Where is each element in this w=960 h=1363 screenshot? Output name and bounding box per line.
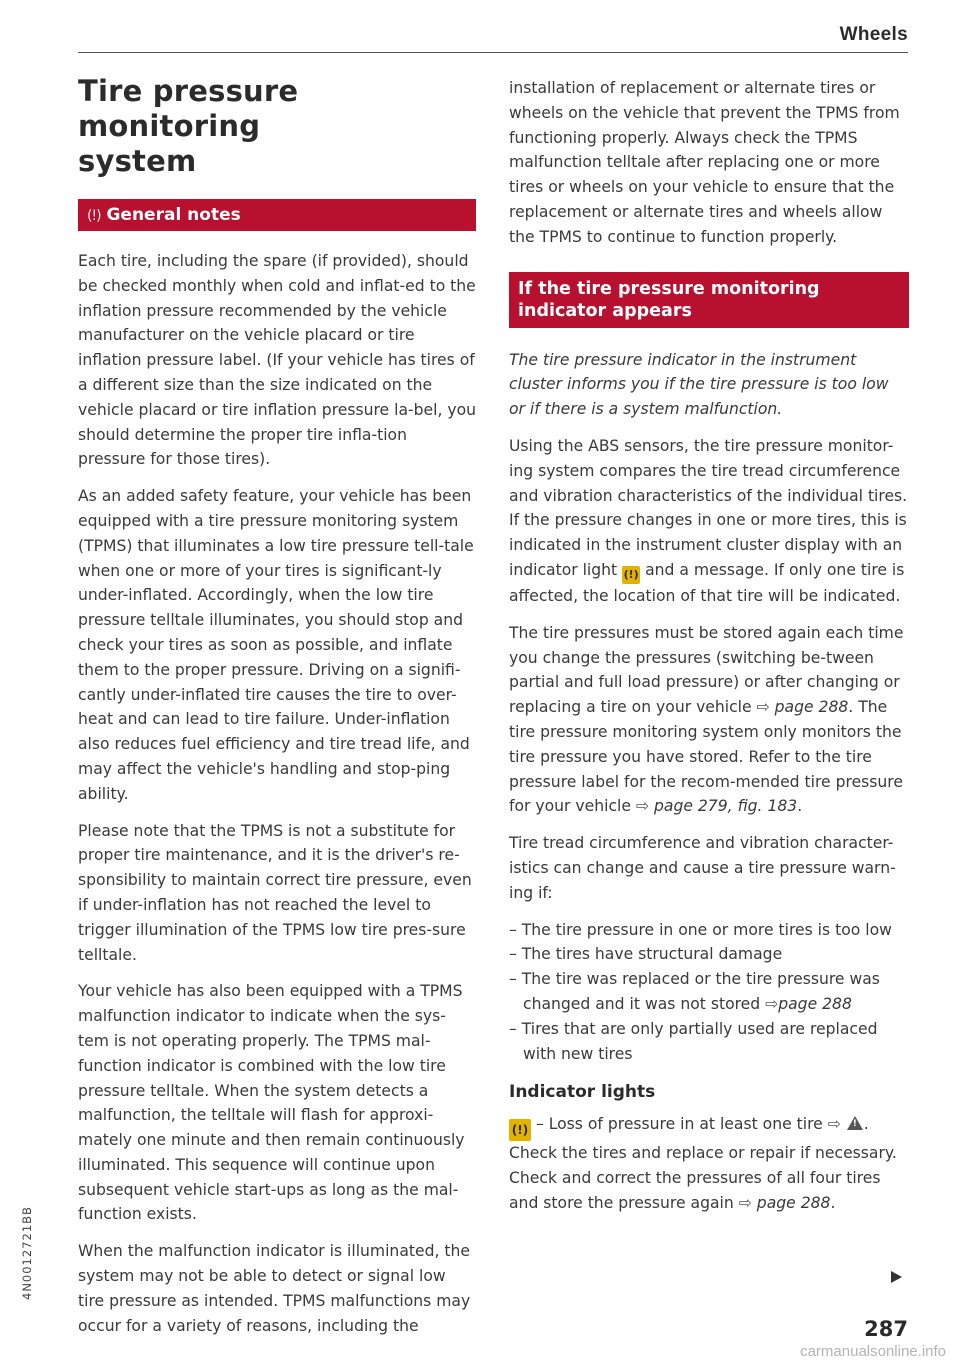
arrow-icon: ⇨ — [827, 1115, 841, 1134]
warning-triangle-icon — [847, 1116, 863, 1130]
text-span: Using the ABS sensors, the tire pressure monitor-ing system compares the tire tread circumference and vibration characteristics of the individual tires. If the pressure changes in one or more tires, this is indicated in the instrument cluster display with an indicator light — [509, 436, 908, 579]
page-reference-link[interactable]: page 288 — [774, 698, 849, 717]
paragraph: Please note that the TPMS is not a substitute for proper tire maintenance, and it is the driver's re-sponsibility to maintain correct tire pressure, even if under-inflation has not reached the level to trigger illumination of the TPMS low tire pres-sure telltale. — [78, 821, 472, 964]
text-span: – The tire was replaced or the tire pressure was changed and it was not stored — [509, 970, 880, 1013]
section-title-line2: system — [78, 144, 197, 178]
paragraph — [509, 621, 909, 819]
tpms-warning-icon: (!) — [87, 208, 101, 224]
intro-paragraph: The tire pressure indicator in the instrument cluster informs you if the tire pressure is too low or if there is a system malfunction. — [509, 350, 889, 419]
tpms-indicator-icon: (!) — [509, 1119, 531, 1141]
text-span: . The tire pressure monitoring system only monitors the tire pressure you have stored. Refer to the tire pressure label for the recom-mended tire pressure for your vehicle — [509, 698, 903, 816]
bullet-list — [509, 918, 909, 1067]
list-item: – Tires that are only partially used are replaced with new tires — [509, 1019, 878, 1063]
page-reference-link[interactable]: page 279, fig. 183 — [653, 797, 798, 816]
arrow-icon: ⇨ — [756, 698, 770, 717]
text-span: The tire pressures must be stored again each time you change the pressures (switching be-tween partial and full load pressure) or after changing or replacing a tire on your vehicle — [509, 623, 904, 717]
page-number: 287 — [864, 1317, 908, 1341]
paragraph: Each tire, including the spare (if provided), should be checked monthly when cold and inflat-ed to the inflation pressure recommended by the vehicle manufacturer on the vehicle placard or tire inflation pressure label. (If your vehicle has tires of a different size than the size indicated on the vehicle placard or tire inflation pressure la-bel, you should determine the proper tire infla-tion pressure for those tires). — [78, 252, 477, 469]
indicator-appears-bar: If the tire pressure monitoring indicator appears — [509, 272, 909, 328]
arrow-icon: ⇨ — [765, 994, 779, 1013]
text-span: . — [830, 1193, 836, 1212]
list-item: – The tire pressure in one or more tires is too low — [509, 920, 892, 939]
arrow-icon: ⇨ — [738, 1193, 752, 1212]
continue-arrow-icon — [891, 1271, 902, 1283]
header-divider — [78, 52, 908, 53]
list-item — [509, 967, 909, 1017]
text-span: . Check the tires and replace or repair if necessary. Check and correct the pressures of all four tires and store the pressure again — [509, 1115, 897, 1212]
watermark: carmanualsonline.info — [800, 1343, 946, 1360]
tpms-indicator-icon: (!) — [622, 566, 640, 584]
paragraph: When the malfunction indicator is illuminated, the system may not be able to detect or signal low tire pressure as intended. TPMS malfunctions may occur for a variety of reasons, including the — [78, 1242, 471, 1335]
paragraph — [509, 434, 909, 609]
list-item: – The tires have structural damage — [509, 945, 783, 964]
right-column — [509, 76, 909, 1228]
continuation-paragraph: installation of replacement or alternate tires or wheels on the vehicle that prevent the TPMS from functioning properly. Always check the TPMS malfunction telltale after replacing one or more tires or wheels on your vehicle to ensure that the replacement or alternate tires and wheels allow the TPMS to continue to function properly. — [509, 79, 900, 246]
page-reference-link[interactable]: page 288 — [756, 1193, 831, 1212]
general-notes-bar — [78, 199, 476, 231]
paragraph: Your vehicle has also been equipped with a TPMS malfunction indicator to indicate when the sys-tem is not operating properly. The TPMS mal-function indicator is combined with the low tire pressure telltale. When the system detects a malfunction, the telltale will flash for approxi-mately one minute and then remain continuously illuminated. This sequence will continue upon subsequent vehicle start-ups as long as the mal-function exists. — [78, 982, 465, 1224]
left-column — [78, 70, 476, 1350]
indicator-lights-heading: Indicator lights — [509, 1082, 656, 1103]
paragraph — [509, 1112, 909, 1215]
page-reference-link[interactable]: page 288 — [778, 994, 852, 1013]
general-notes-label: General notes — [106, 205, 241, 225]
running-header: Wheels — [839, 24, 908, 45]
arrow-icon: ⇨ — [635, 797, 650, 816]
text-span: – Loss of pressure in at least one tire — [535, 1115, 823, 1134]
section-title — [78, 74, 476, 179]
paragraph: Tire tread circumference and vibration character-istics can change and cause a tire pressure warn-ing if: — [509, 834, 896, 902]
document-code: 4N0012721BB — [20, 1206, 34, 1300]
text-span: and a message. If only one tire is affected, the location of that tire will be indicated. — [509, 560, 905, 605]
text-span: . — [797, 797, 803, 816]
section-title-line1: Tire pressure monitoring — [78, 74, 299, 143]
paragraph: As an added safety feature, your vehicle has been equipped with a tire pressure monitoring system (TPMS) that illuminates a low tire pressure tell-tale when one or more of your tires is significant-ly under-inflated. Accordingly, when the low tire pressure telltale illuminates, you should stop and check your tires as soon as possible, and inflate them to the proper pressure. Driving on a signifi-cantly under-inflated tire causes the tire to over-heat and can lead to tire failure. Under-inflation also reduces fuel efficiency and tire tread life, and may affect the vehicle's handling and stop-ping ability. — [78, 487, 474, 803]
